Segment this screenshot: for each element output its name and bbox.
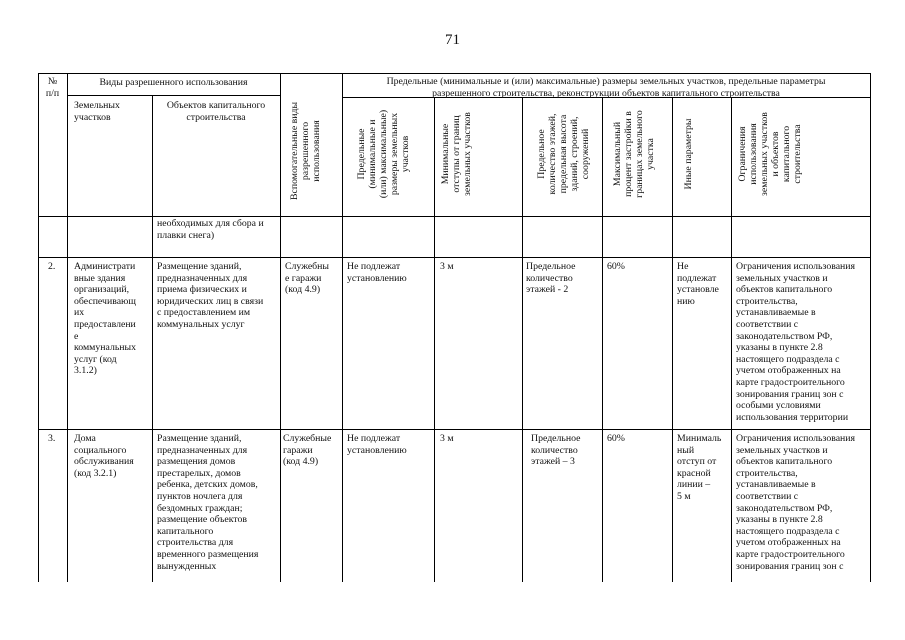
row3-sizes: Не подлежат установлению (347, 433, 407, 456)
row3-percent: 60% (607, 433, 625, 444)
row2-land: Администрати вные здания организаций, обеспечивающ их предоставлени е коммунальных услуг (код 3.1.2) (74, 261, 137, 377)
land-use-table: № п/п Виды разрешенного использования Земельных участков Объектов капитального строительства Предельные (минимальные и (или) максимальные) размеры земельных участков, предельные параметры разрешенного строительства, реконструкции объектов капитального строительства Вспомогательные виды разрешенного использования Предельные (минимальные и (или) максимальные) размеры земельных участков Минимальные отступы от границ земельных участков Предельное количество этажей, предельная высота зданий, строений, сооружений Максимальный процент застройки в границах земельного участка Иные параметры Ограничения использования земельных участков и объектов капитального строительства необходимых для сбора и плавки снега) 2. Администрати вные здания организаций, обеспечивающ их предоставлени е коммунальных услуг (код 3.1.2) Размещение зданий, предназначенных для приема физических и юридических лиц в связи с предоставлением им коммунальных услуг Служебны е гаражи (код 4.9) Не подлежат установлению 3 м Предельное количество этажей - 2 60% Не подлежат установле нию Ограничения использования земельных участков и объектов капитального строительства, устанавливаемые в соответствии с законодательством РФ, указаны в пункте 2.8 настоящего подраздела с учетом отображенных на карте градостроительного зонирования границ зон с особыми условиями использования территории 3. Дома социального обслуживания (код 3.2.1) Размещение зданий, предназначенных для размещения домов престарелых, домов ребенка, детских домов, пунктов ночлега для бездомных граждан; размещение объектов капитального строительства для временного размещения вынужденных Служебные гаражи (код 4.9) Не подлежат установлению 3 м Предельное количество этажей – 3 60% Минималь ный отступ от красной линии – 5 м Ограничения использования земельных участков и объектов капитального строительства, устанавливаемые в соответствии с законодательством РФ, указаны в пункте 2.8 настоящего подраздела с учетом отображенных на карте градостроительного зонирования границ зон с (0, 0, 905, 640)
col-border-10 (870, 73, 871, 582)
col-border-2 (152, 95, 153, 582)
col-border-4 (342, 73, 343, 582)
row2-number: 2. (48, 261, 56, 272)
header-number: № п/п (45, 76, 60, 99)
row-separator-2 (38, 429, 870, 430)
col-border-9 (731, 97, 732, 582)
row3-objects: Размещение зданий, предназначенных для размещения домов престарелых, домов ребенка, детских домов, пунктов ночлега для бездомных граждан; размещение объектов капитального строительства для временного размещения вынужденных (157, 433, 259, 572)
col-border-8 (672, 97, 673, 582)
header-capital-objects: Объектов капитального строительства (166, 100, 266, 123)
page-number: 71 (445, 32, 460, 48)
col-border-7 (602, 97, 603, 582)
row2-objects: Размещение зданий, предназначенных для приема физических и юридических лиц в связи с предоставлением им коммунальных услуг (157, 261, 264, 330)
col-border-0 (38, 73, 39, 582)
row2-other: Не подлежат установле нию (677, 261, 719, 307)
row3-height: Предельное количество этажей – 3 (531, 433, 581, 468)
row2-height: Предельное количество этажей - 2 (526, 261, 576, 296)
row-separator-1 (38, 257, 870, 258)
col-border-1 (67, 73, 68, 582)
row1-objects: необходимых для сбора и плавки снега) (157, 218, 264, 241)
col-border-5 (434, 97, 435, 582)
header-bottom-border (38, 216, 870, 217)
row3-other: Минималь ный отступ от красной линии – 5 м (677, 433, 722, 502)
header-land-plots: Земельных участков (74, 100, 120, 123)
row3-number: 3. (48, 433, 56, 444)
col-border-6 (522, 97, 523, 582)
row2-setbacks: 3 м (440, 261, 454, 272)
header-subdivider-left (67, 95, 280, 96)
header-limit-sizes-group: Предельные (минимальные и (или) максимальные) размеры земельных участков, предельные параметры разрешенного строительства, реконструкции объектов капитального строительства (386, 76, 826, 99)
row2-percent: 60% (607, 261, 625, 272)
row3-aux: Служебные гаражи (код 4.9) (283, 433, 332, 468)
row2-sizes: Не подлежат установлению (347, 261, 407, 284)
row3-restrictions: Ограничения использования земельных участков и объектов капитального строительства, устанавливаемые в соответствии с законодательством РФ, указаны в пункте 2.8 настоящего подраздела с учетом отображенных на карте градостроительного зонирования границ зон с (736, 433, 856, 572)
row3-land: Дома социального обслуживания (код 3.2.1) (74, 433, 134, 479)
col-border-3 (280, 73, 281, 582)
row2-restrictions: Ограничения использования земельных участков и объектов капитального строительства, устанавливаемые в соответствии с законодательством РФ, указаны в пункте 2.8 настоящего подраздела с учетом отображенных на карте градостроительного зонирования границ зон с особыми условиями использования территории (736, 261, 856, 423)
row2-aux: Служебны е гаражи (код 4.9) (285, 261, 329, 296)
table-top-border (38, 73, 870, 74)
row3-setbacks: 3 м (440, 433, 454, 444)
header-use-types: Виды разрешенного использования (99, 77, 248, 88)
